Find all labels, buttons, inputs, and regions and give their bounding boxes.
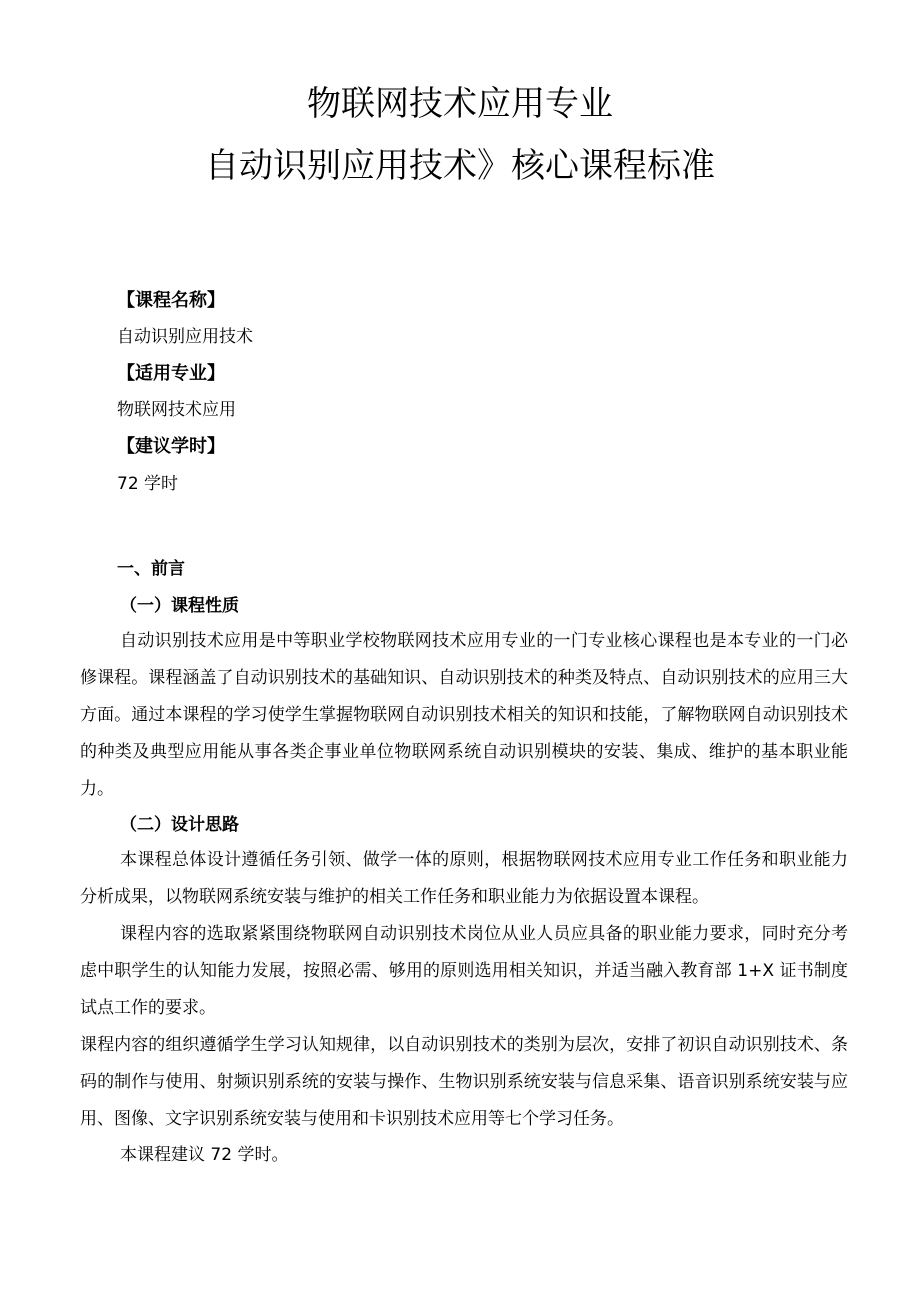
preface-heading: 一、前言	[117, 559, 185, 579]
course-nature-heading: （一）课程性质	[120, 596, 239, 616]
document-title-line-1: 物联网技术应用专业	[307, 84, 613, 124]
major-label: 【适用专业】	[117, 363, 225, 384]
document-title-line-2: 自动识别应用技术》核心课程标准	[205, 146, 715, 186]
course-name-label: 【课程名称】	[117, 290, 225, 311]
course-name-value: 自动识别应用技术	[117, 327, 253, 347]
major-value: 物联网技术应用	[117, 400, 236, 420]
design-paragraph-3: 课程内容的组织遵循学生学习认知规律，以自动识别技术的类别为层次，安排了初识自动识别技术、条码的制作与使用、射频识别系统的安装与操作、生物识别系统安装与信息采集、语音识别系统安装与应用、图像、文字识别系统安装与使用和卡识别技术应用等七个学习任务。	[80, 1035, 848, 1129]
suggested-hours-sentence: 本课程建议 72 学时。	[120, 1145, 289, 1165]
design-paragraph-2: 课程内容的选取紧紧围绕物联网自动识别技术岗位从业人员应具备的职业能力要求，同时充分考虑中职学生的认知能力发展，按照必需、够用的原则选用相关知识，并适当融入教育部 1+X 证书制度试点工作的要求。	[80, 924, 848, 1018]
course-nature-paragraph: 自动识别技术应用是中等职业学校物联网技术应用专业的一门专业核心课程也是本专业的一门必修课程。课程涵盖了自动识别技术的基础知识、自动识别技术的种类及特点、自动识别技术的应用三大方面。通过本课程的学习使学生掌握物联网自动识别技术相关的知识和技能，了解物联网自动识别技术的种类及典型应用能从事各类企事业单位物联网系统自动识别模块的安装、集成、维护的基本职业能力。	[80, 631, 848, 799]
design-heading: （二）设计思路	[120, 815, 239, 835]
hours-value: 72 学时	[117, 474, 179, 494]
hours-label: 【建议学时】	[117, 436, 225, 457]
design-paragraph-1: 本课程总体设计遵循任务引领、做学一体的原则，根据物联网技术应用专业工作任务和职业能力分析成果，以物联网系统安装与维护的相关工作任务和职业能力为依据设置本课程。	[80, 850, 848, 907]
